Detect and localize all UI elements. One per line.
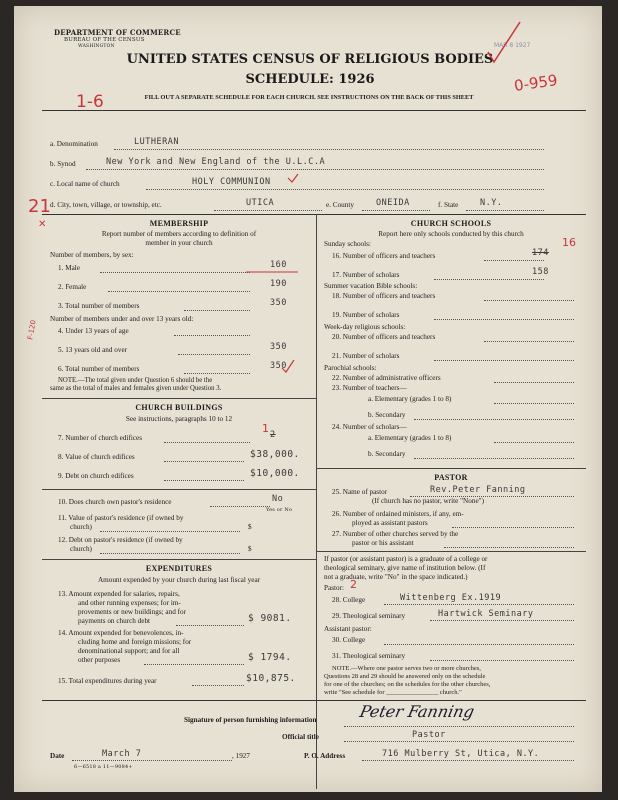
census-form-page (14, 6, 602, 792)
city-label: WASHINGTON (78, 44, 115, 49)
date-value: March 7 (102, 749, 142, 759)
official-title-value: Pastor (412, 730, 446, 740)
residence-debt-label-1: 12. Debt on pastor's residence (if owned by (58, 536, 183, 544)
weekday-schools-label: Week-day religious schools: (324, 323, 406, 331)
residence-debt-value: $ (248, 545, 252, 553)
synod-label: b. Synod (50, 160, 76, 168)
weekday-scholars-label: 21. Number of scholars (332, 352, 400, 360)
form-code: 6—6518 a 11—9084+ (74, 764, 133, 770)
synod-value: New York and New England of the U.L.C.A (106, 157, 326, 167)
asst-seminary-label: 31. Theological seminary (332, 652, 406, 660)
total-members-label: 3. Total number of members (58, 302, 140, 310)
college-value: Wittenberg Ex.1919 (400, 593, 502, 603)
county-value: ONEIDA (376, 198, 410, 208)
pastor-note-2: Questions 28 and 29 should be answered only on the schedule (324, 673, 486, 680)
expenditures-sub: Amount expended by your church during last fiscal year (97, 576, 261, 584)
members-by-age: Number of members under and over 13 years old: (50, 315, 194, 323)
membership-heading: MEMBERSHIP (149, 219, 209, 228)
edifices-value: 2 (270, 430, 276, 440)
date-label: Date (50, 752, 65, 760)
college-label: 28. College (332, 596, 366, 604)
total-expenditures-label: 15. Total expenditures during year (58, 677, 157, 685)
denomination-value: LUTHERAN (134, 137, 179, 147)
graduate-note-3: not a graduate, write "No" in the space indicated.) (324, 573, 468, 581)
female-value: 190 (270, 279, 287, 289)
buildings-heading: CHURCH BUILDINGS (135, 403, 223, 412)
seminary-value: Hartwick Seminary (438, 609, 534, 619)
residence-owned-label: 10. Does church own pastor's residence (58, 498, 172, 506)
male-value: 160 (270, 260, 287, 270)
edifices-label: 7. Number of church edifices (58, 434, 143, 442)
pastor-name-value: Rev.Peter Fanning (430, 485, 526, 495)
county-label: e. County (326, 201, 354, 209)
running-expenses-label-1: 13. Amount expended for salaries, repairs, (58, 590, 180, 598)
pastor-note-4: write "See schedule for ________________ church." (324, 689, 462, 696)
church-name-label: c. Local name of church (50, 180, 120, 188)
running-expenses-label-3: provements or new buildings; and for (78, 608, 186, 616)
expenditures-heading: EXPENDITURES (145, 564, 213, 573)
sunday-officers-label: 16. Number of officers and teachers (332, 252, 436, 260)
benevolences-value: $ 1794. (248, 652, 292, 663)
red-check-icon (484, 18, 524, 68)
red-cross-icon: ✕ (38, 219, 47, 230)
edifices-red-value: 1 (262, 422, 269, 435)
po-address-value: 716 Mulberry St, Utica, N.Y. (382, 749, 540, 759)
sunday-schools-label: Sunday schools: (324, 240, 371, 248)
graduate-note-2: theological seminary, give name of institution below. (If (324, 564, 486, 572)
running-expenses-label-2: and other running expenses; for im- (78, 599, 181, 607)
department-label: DEPARTMENT OF COMMERCE (54, 28, 181, 37)
seminary-label: 29. Theological seminary (332, 612, 406, 620)
total-members-2-label: 6. Total number of members (58, 365, 140, 373)
pastor-sub-label: Pastor: (324, 584, 344, 592)
membership-sub2: member in your church (145, 239, 213, 247)
state-value: N.Y. (480, 198, 503, 208)
summer-scholars-label: 19. Number of scholars (332, 311, 400, 319)
edifice-value: $38,000. (250, 449, 300, 460)
red-mark-top-left: 1-6 (76, 92, 104, 112)
benevolences-label-3: denominational support; and for all (78, 647, 180, 655)
teachers-elementary-label: a. Elementary (grades 1 to 8) (368, 395, 452, 403)
summer-schools-label: Summer vacation Bible schools: (324, 282, 418, 290)
pastor-heading: PASTOR (434, 473, 468, 482)
residence-owned-value: No (272, 494, 284, 504)
teachers-secondary-label: b. Secondary (368, 411, 406, 419)
yes-or-no-label: Yes or No (266, 507, 293, 513)
male-label: 1. Male (58, 264, 80, 272)
pastor-red-mark: 2 (350, 578, 357, 591)
running-expenses-label-4: payments on church debt (78, 617, 151, 625)
total-expenditures-value: $10,875. (246, 673, 296, 684)
pastor-name-label: 25. Name of pastor (332, 488, 388, 496)
sunday-scholars-value: 158 (532, 267, 549, 277)
scholars-elementary-label: a. Elementary (grades 1 to 8) (368, 434, 452, 442)
total-members-value: 350 (270, 298, 287, 308)
red-mark-top-right: 0-959 (512, 71, 559, 95)
members-by-sex: Number of members, by sex: (50, 251, 134, 259)
buildings-sub: See instructions, paragraphs 10 to 12 (125, 415, 233, 423)
over13-value: 350 (270, 342, 287, 352)
summer-officers-label: 18. Number of officers and teachers (332, 292, 436, 300)
state-label: f. State (438, 201, 459, 209)
edifice-debt-value: $10,000. (250, 468, 300, 479)
asst-college-label: 30. College (332, 636, 366, 644)
ordained-label-1: 26. Number of ordained ministers, if any, em- (332, 510, 464, 518)
red-ticks-icon (242, 168, 302, 378)
other-churches-label-2: pastor or his assistant (352, 539, 414, 547)
pastor-note-1: NOTE.—Where one pastor serves two or more churches, (332, 665, 481, 672)
bureau-label: BUREAU OF THE CENSUS (64, 37, 145, 43)
instruction-line: FILL OUT A SEPARATE SCHEDULE FOR EACH CHURCH. SEE INSTRUCTIONS ON THE BACK OF THIS SHEET (144, 94, 474, 101)
sunday-scholars-label: 17. Number of scholars (332, 271, 400, 279)
signature: Peter Fanning (357, 702, 477, 721)
residence-value-label-1: 11. Value of pastor's residence (if owned by (58, 514, 184, 522)
pastor-note-3: for one of the churches; on the schedules for the other churches, (324, 681, 491, 688)
sunday-officers-red: 16 (562, 236, 576, 249)
parochial-admin-label: 22. Number of administrative officers (332, 374, 441, 382)
over13-label: 5. 13 years old and over (58, 346, 128, 354)
pastor-name-hint: (If church has no pastor, write "None") (372, 497, 484, 505)
church-name-value: HOLY COMMUNION (192, 177, 271, 187)
sunday-officers-value: 174 (532, 248, 549, 258)
graduate-note-1: If pastor (or assistant pastor) is a graduate of a college or (324, 555, 488, 563)
membership-note-2: same as the total of males and females given under Question 3. (50, 385, 222, 392)
membership-note-1: NOTE.—The total given under Question 6 should be the (58, 377, 213, 384)
edifice-debt-label: 9. Debt on church edifices (58, 472, 134, 480)
female-label: 2. Female (58, 283, 87, 291)
weekday-officers-label: 20. Number of officers and teachers (332, 333, 436, 341)
city-field-label: d. City, town, village, or township, etc. (50, 201, 162, 209)
official-title-label: Official title (282, 733, 319, 741)
city-value: UTICA (246, 198, 275, 208)
total-members-2-value: 350 (270, 361, 287, 371)
signature-label: Signature of person furnishing information (184, 716, 317, 724)
parochial-scholars-label: 24. Number of scholars— (332, 423, 407, 431)
red-mark-left: 21 (28, 196, 51, 217)
ordained-label-2: ployed as assistant pastors (352, 519, 428, 527)
parochial-teachers-label: 23. Number of teachers— (332, 384, 407, 392)
assistant-pastor-label: Assistant pastor: (324, 625, 372, 633)
residence-debt-label-2: church) (70, 545, 92, 553)
residence-value-label-2: church) (70, 523, 92, 531)
benevolences-label-4: other purposes (78, 656, 121, 664)
schools-sub: Report here only schools conducted by this church (378, 230, 524, 238)
residence-value: $ (248, 523, 252, 531)
schools-heading: CHURCH SCHOOLS (410, 219, 492, 228)
benevolences-label-2: cluding home and foreign missions; for (78, 638, 192, 646)
scholars-secondary-label: b. Secondary (368, 450, 406, 458)
benevolences-label-1: 14. Amount expended for benevolences, in- (58, 629, 184, 637)
date-year: , 1927 (232, 752, 250, 760)
membership-sub1: Report number of members according to definition of (101, 230, 257, 238)
red-mark-small: F-120 (26, 319, 38, 341)
parochial-schools-label: Parochial schools: (324, 364, 377, 372)
schedule-title: SCHEDULE: 1926 (245, 72, 375, 87)
under13-label: 4. Under 13 years of age (58, 327, 129, 335)
edifice-value-label: 8. Value of church edifices (58, 453, 135, 461)
other-churches-label-1: 27. Number of other churches served by the (332, 530, 459, 538)
po-address-label: P. O. Address (304, 752, 346, 760)
form-title: UNITED STATES CENSUS OF RELIGIOUS BODIES (126, 52, 494, 67)
denomination-label: a. Denomination (50, 140, 98, 148)
running-expenses-value: $ 9081. (248, 613, 292, 624)
received-stamp: MAR 8 1927 (494, 42, 531, 49)
